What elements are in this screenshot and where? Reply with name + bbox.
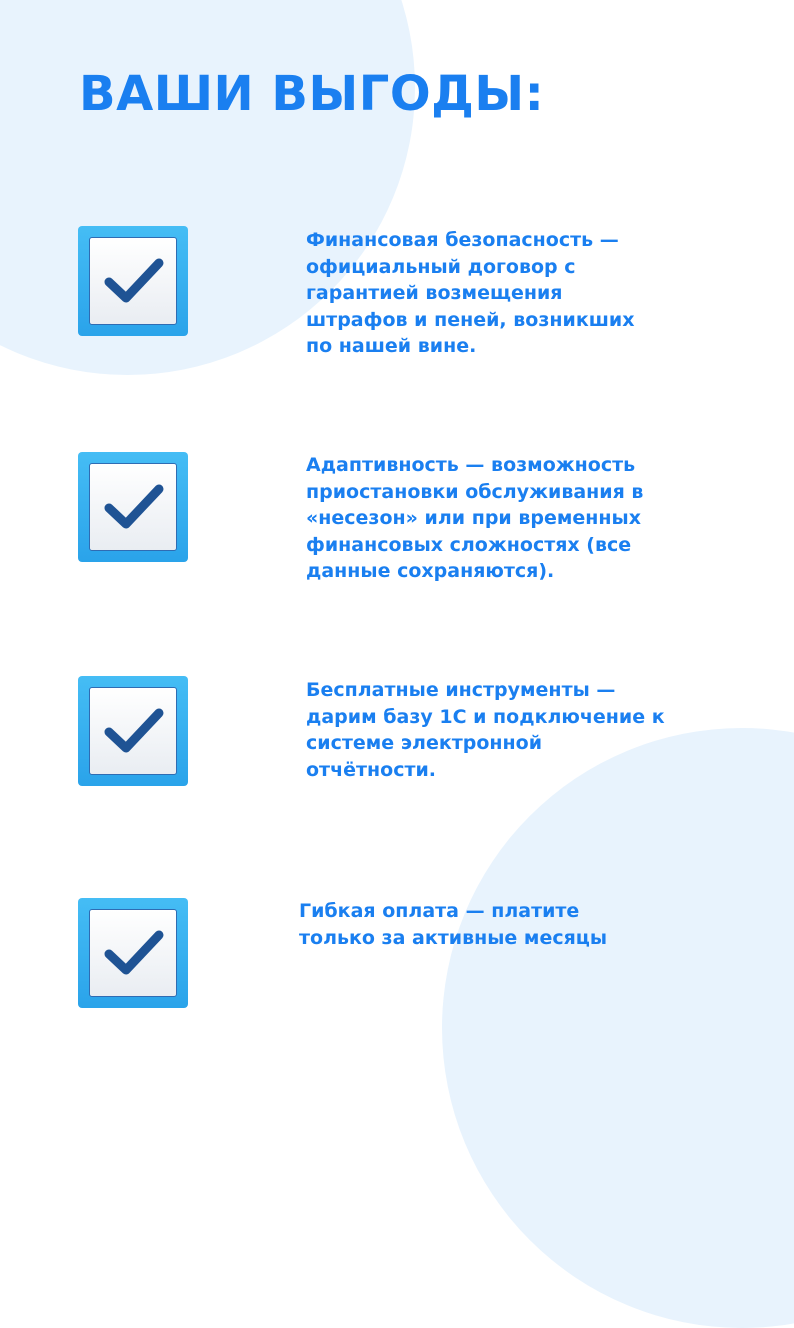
benefit-free-tools: Бесплатные инструменты — дарим базу 1С и подключение к системе электронной отчётности. — [306, 679, 665, 781]
benefit-adaptivity: Адаптивность — возможность приостановки обслуживания в «несезон» или при временных финансовых сложностях (все данные сохраняются). — [306, 454, 644, 582]
page-title: ВАШИ ВЫГОДЫ: — [79, 66, 545, 122]
checkbox-checked-icon — [78, 226, 188, 336]
checkbox-checked-icon — [78, 452, 188, 562]
benefit-flexible-payment: Гибкая оплата — платите только за активные месяцы — [299, 900, 608, 949]
background-circle-bottom — [442, 728, 794, 1328]
checkbox-checked-icon — [78, 898, 188, 1008]
benefit-financial-security: Финансовая безопасность — официальный договор с гарантией возмещения штрафов и пеней, возникших по нашей вине. — [306, 229, 635, 357]
checkbox-checked-icon — [78, 676, 188, 786]
